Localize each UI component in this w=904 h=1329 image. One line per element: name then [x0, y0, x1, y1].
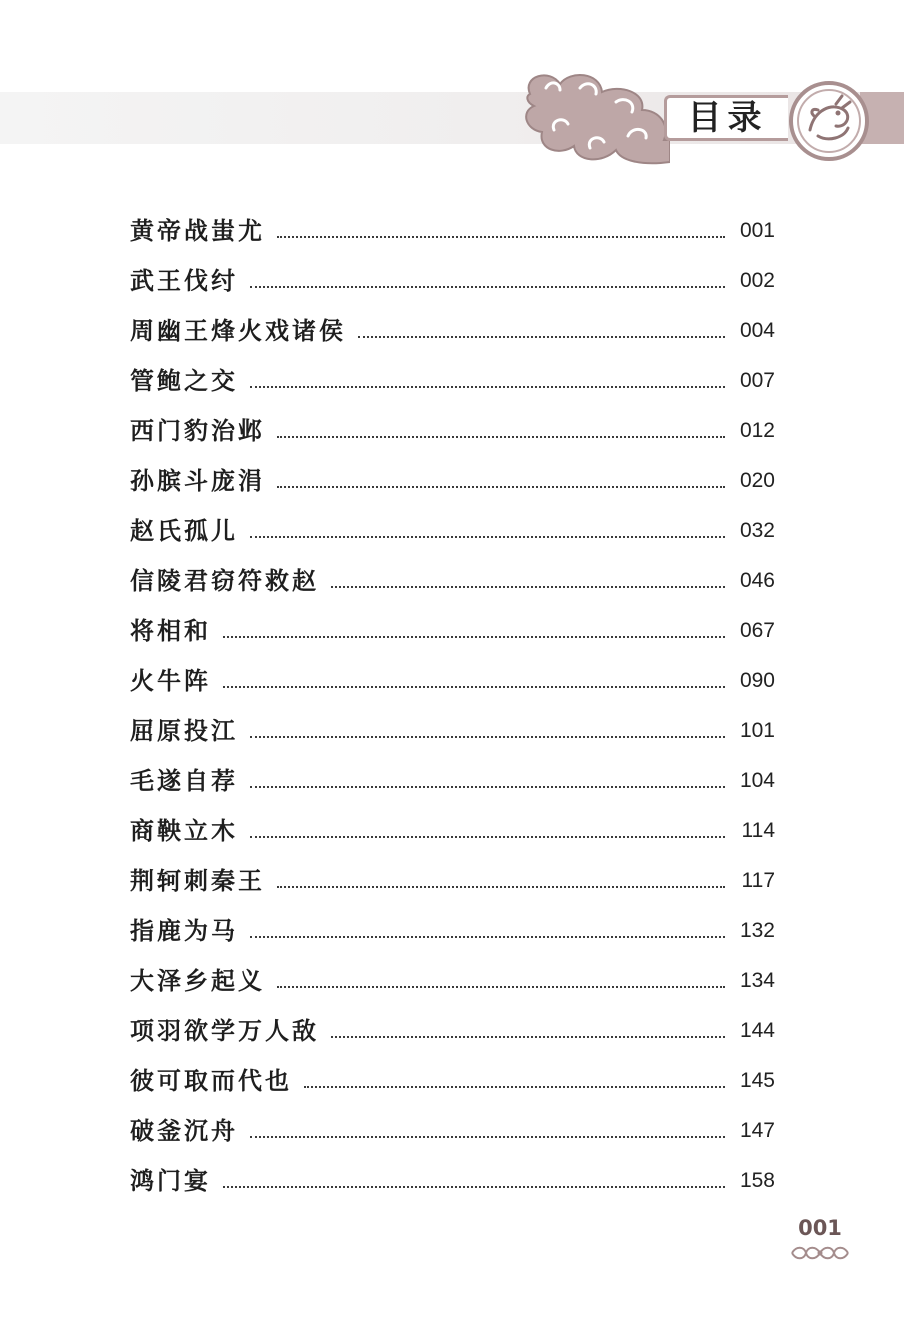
- dot-leader: [250, 834, 725, 838]
- toc-entry[interactable]: [130, 705, 775, 755]
- dot-leader: [358, 334, 725, 338]
- dot-leader: [331, 584, 725, 588]
- dot-leader: [223, 634, 725, 638]
- page-title-box: [664, 95, 788, 141]
- dot-leader: [250, 534, 725, 538]
- toc-entry-page: 067: [739, 619, 775, 642]
- toc-entry[interactable]: [130, 505, 775, 555]
- toc-entry-page: 007: [739, 369, 775, 392]
- page-title: 目录: [687, 98, 768, 138]
- toc-entry-page: 032: [739, 519, 775, 542]
- toc-entry-page: 117: [741, 869, 775, 892]
- dot-leader: [250, 284, 725, 288]
- dot-leader: [250, 934, 725, 938]
- dot-leader: [250, 784, 725, 788]
- dot-leader: [277, 984, 725, 988]
- toc-entry-page: 090: [739, 669, 775, 692]
- toc-entry-title: 彼可取而代也: [130, 1066, 292, 1095]
- toc-entry-page: 144: [739, 1019, 775, 1042]
- toc-entry-title: 大泽乡起义: [130, 966, 265, 995]
- toc-entry[interactable]: [130, 1105, 775, 1155]
- toc-entry[interactable]: [130, 305, 775, 355]
- toc-entry-title: 屈原投江: [130, 716, 238, 745]
- page-number: 001: [798, 1216, 842, 1240]
- toc-entry[interactable]: [130, 755, 775, 805]
- dot-leader: [331, 1034, 725, 1038]
- dot-leader: [223, 1184, 725, 1188]
- toc-entry-title: 鸿门宴: [130, 1166, 211, 1195]
- dot-leader: [277, 484, 725, 488]
- toc-entry[interactable]: [130, 855, 775, 905]
- toc-entry-title: 黄帝战蚩尤: [130, 216, 265, 245]
- toc-entry[interactable]: [130, 805, 775, 855]
- toc-entry-title: 信陵君窃符救赵: [130, 566, 319, 595]
- toc-entry[interactable]: [130, 1055, 775, 1105]
- toc-entry-title: 商鞅立木: [130, 816, 238, 845]
- toc-entry-page: 001: [739, 219, 775, 242]
- toc-entry-title: 毛遂自荐: [130, 766, 238, 795]
- toc-entry-page: 145: [739, 1069, 775, 1092]
- toc-entry[interactable]: [130, 905, 775, 955]
- toc-entry[interactable]: [130, 1005, 775, 1055]
- dot-leader: [277, 234, 725, 238]
- toc-entry-title: 赵氏孤儿: [130, 516, 238, 545]
- dot-leader: [223, 684, 725, 688]
- toc-entry-page: 134: [739, 969, 775, 992]
- footer-ornament-icon: [788, 1242, 852, 1264]
- table-of-contents: [130, 205, 775, 1205]
- toc-entry-page: 012: [739, 419, 775, 442]
- toc-entry[interactable]: [130, 555, 775, 605]
- toc-entry[interactable]: [130, 255, 775, 305]
- toc-entry-page: 104: [739, 769, 775, 792]
- toc-entry[interactable]: [130, 405, 775, 455]
- dot-leader: [250, 1134, 725, 1138]
- toc-entry-page: 114: [741, 819, 775, 842]
- toc-entry-title: 指鹿为马: [130, 916, 238, 945]
- toc-entry-page: 147: [739, 1119, 775, 1142]
- toc-entry[interactable]: [130, 205, 775, 255]
- toc-entry-title: 周幽王烽火戏诸侯: [130, 316, 346, 345]
- toc-entry-title: 将相和: [130, 616, 211, 645]
- toc-entry-page: 020: [739, 469, 775, 492]
- toc-entry-page: 046: [739, 569, 775, 592]
- dot-leader: [277, 884, 725, 888]
- toc-entry-page: 158: [739, 1169, 775, 1192]
- toc-entry-title: 火牛阵: [130, 666, 211, 695]
- toc-entry-title: 西门豹治邺: [130, 416, 265, 445]
- dot-leader: [250, 734, 725, 738]
- toc-entry-title: 孙膑斗庞涓: [130, 466, 265, 495]
- toc-entry[interactable]: [130, 955, 775, 1005]
- dot-leader: [250, 384, 725, 388]
- toc-entry-title: 项羽欲学万人敌: [130, 1016, 319, 1045]
- toc-entry-title: 管鲍之交: [130, 366, 238, 395]
- toc-entry[interactable]: [130, 655, 775, 705]
- dot-leader: [304, 1084, 725, 1088]
- dot-leader: [277, 434, 725, 438]
- toc-entry-page: 101: [739, 719, 775, 742]
- toc-entry-title: 破釜沉舟: [130, 1116, 238, 1145]
- toc-entry-page: 002: [739, 269, 775, 292]
- toc-entry-page: 132: [739, 919, 775, 942]
- toc-entry-page: 004: [739, 319, 775, 342]
- toc-entry[interactable]: [130, 355, 775, 405]
- toc-entry-title: 荆轲刺秦王: [130, 866, 265, 895]
- dragon-emblem-icon: [788, 80, 870, 162]
- toc-entry[interactable]: [130, 605, 775, 655]
- toc-entry[interactable]: [130, 455, 775, 505]
- toc-entry-title: 武王伐纣: [130, 266, 238, 295]
- cloud-ornament-icon: [520, 66, 670, 166]
- toc-entry[interactable]: [130, 1155, 775, 1205]
